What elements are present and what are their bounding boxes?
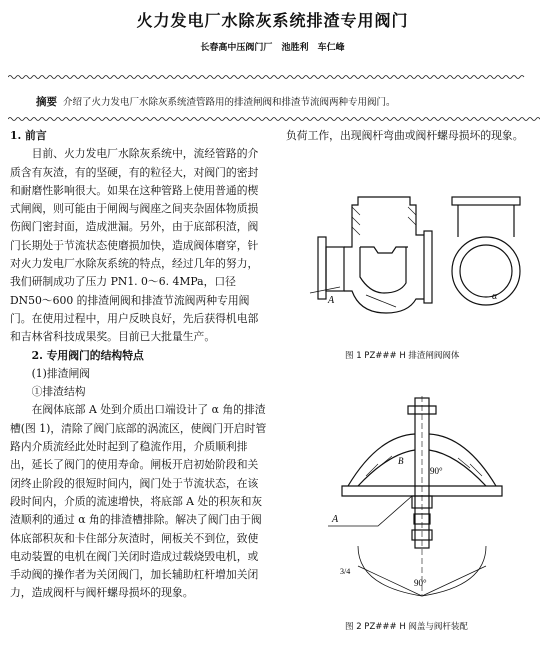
- subsection-slag-structure: ①排渣结构: [31, 385, 86, 399]
- fig2-label-a: A: [332, 514, 339, 525]
- fig2-label-b: B: [398, 456, 404, 466]
- figure-2-caption: 图 2 PZ### H 阀盖与阀杆装配: [345, 622, 468, 632]
- section-2-paragraph: 在阀体底部 A 处到介质出口端设计了 α 角的排渣槽(图 1)，清除了阀门底部的涡流区，使阀门开启时管路内介质流经此处时起到了稳流作用，介质顺利排出，延长了阀门的使用寿命。闸板开启初始阶段和关闭终止阶段的很短时间内，阀门处于节流状态，在该段时间内，介质的流速增快，将底部 A 处的积灰和灰渣顺利的通过 α 角的排渣槽排除。解决了阀门由于阀体底部积灰和卡住部分灰渣时，闸板关不到位，致使电动装置的电机在阀门关闭时造成过载烧毁电机，或手动阀的操作者为关闭阀门，加长辅助杠杆增加关闭力，造成阀杆与阀杆螺母损坏的现象。: [10, 403, 267, 600]
- fig2-label-90-upper: 90°: [430, 466, 443, 476]
- fig2-label-90-lower: 90°: [414, 578, 427, 588]
- abstract-text: 介绍了火力发电厂水除灰系统渣管路用的排渣闸阀和排渣节流阀两种专用阀门。: [63, 97, 396, 108]
- wavy-divider-bottom: [8, 116, 540, 122]
- fig2-label-side: 3/4: [340, 567, 351, 576]
- paper-authors: 长春高中压阀门厂 池胜利 车仁峰: [200, 43, 345, 53]
- subsection-gate-valve: (1)排渣闸阀: [31, 366, 91, 380]
- wavy-divider-top: [8, 74, 540, 80]
- right-continued-paragraph: 负荷工作，出现阀杆弯曲或阀杆螺母损坏的现象。: [286, 129, 524, 142]
- fig1-label-a: A: [328, 295, 335, 306]
- section-1-paragraph: 目前、火力发电厂水除灰系统中，流经管路的介质含有灰渣，有的坚硬，有的粒径大，对阀门的密封和耐磨性影响很大。如果在这种管路上使用普通的楔式闸阀，则可能由于闸阀与阀座之间夹杂固体物质损伤阀门密封面，造成泄漏。另外，由于底部积渣，阀门长期处于节流状态使磨损加快，造成阀体磨穿，针对火力发电厂水除灰系统的特点，经过几年的努力，我们研制成功了压力 PN1. 0～6. 4MPa，口径 DN50～600 的排渣闸阀和排渣节流阀两种专用阀门。在使用过程中，用户反映良好，先后获得机电部和吉林省科技成果奖。目前已大批量生产。: [10, 147, 259, 344]
- figure-1-caption: 图 1 PZ### H 排渣闸阀阀体: [345, 351, 460, 361]
- fig1-label-alpha: α: [492, 291, 498, 302]
- left-column: [10, 127, 268, 603]
- right-column-top-text: [286, 127, 534, 145]
- section-2-heading: 2. 专用阀门的结构特点: [31, 348, 144, 362]
- abstract-label: 摘要: [36, 96, 57, 108]
- paper-title: 火力发电厂水除灰系统排渣专用阀门: [136, 11, 409, 30]
- figure-1-valve-body: [300, 175, 530, 335]
- section-1-heading: 1. 前言: [10, 129, 47, 142]
- abstract: [36, 94, 536, 109]
- figure-2-bonnet-stem: [318, 396, 528, 611]
